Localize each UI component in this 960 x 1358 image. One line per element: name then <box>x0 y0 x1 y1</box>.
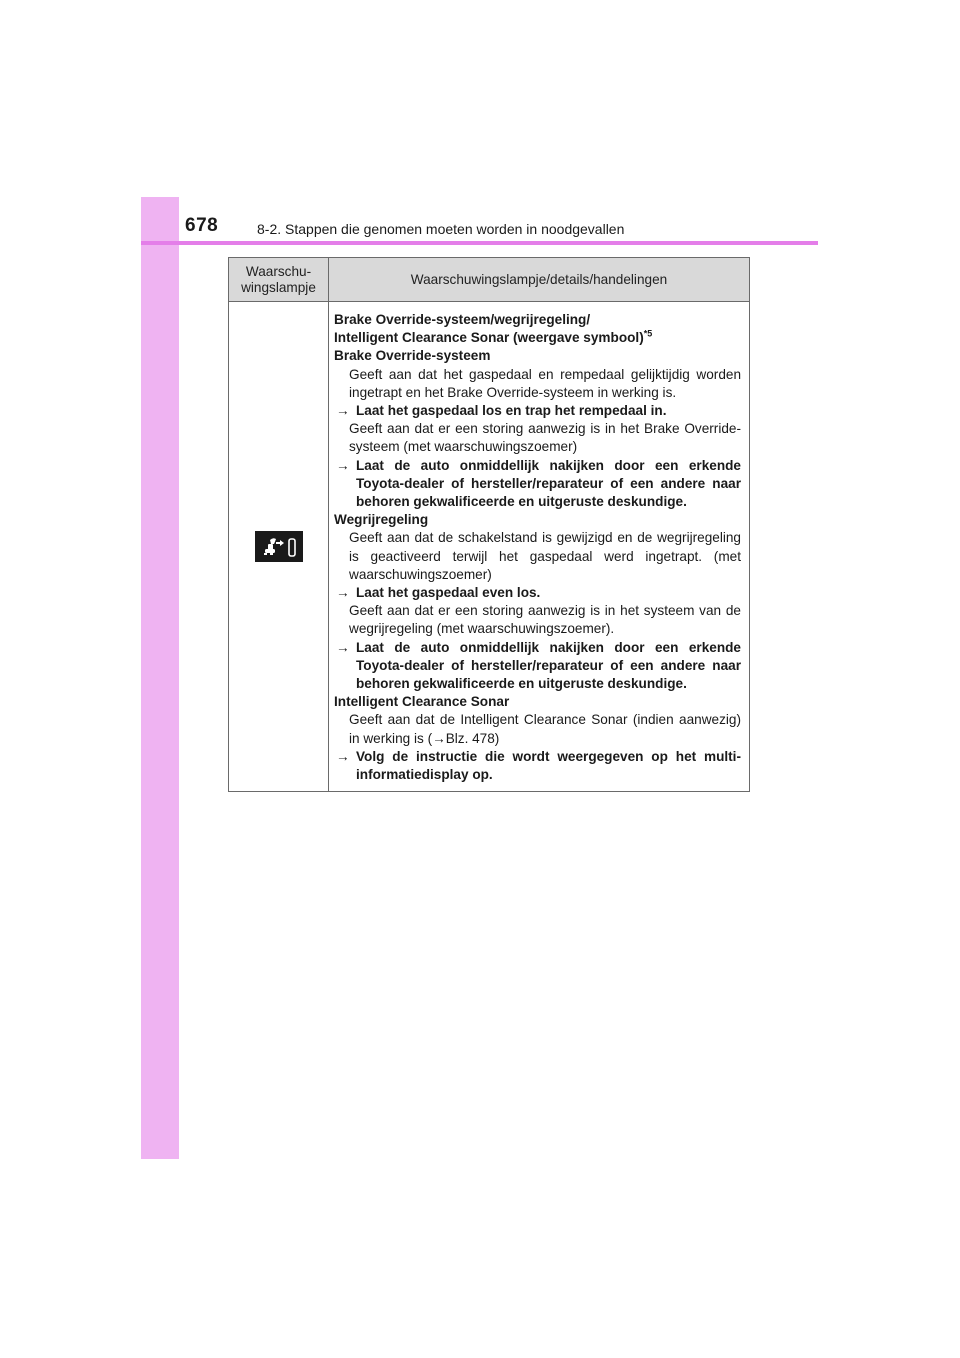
header-rule <box>141 241 818 245</box>
description-text: Geeft aan dat de Intelligent Clearance Sonar (indien aanwezig) in werking is (→Blz. 478) <box>349 712 741 746</box>
arrow-icon: → <box>336 748 350 764</box>
action-item: → Volg de instructie die wordt weergegeven op het multi-informatiedisplay op. <box>334 748 741 784</box>
action-item: → Laat de auto onmiddellijk nakijken door een erkende Toyota-dealer of hersteller/reparateur of een andere naar behoren gekwalificeerde en uitgeruste deskundige. <box>334 639 741 694</box>
chapter-side-tab <box>141 197 179 1159</box>
table-row <box>229 302 750 792</box>
row-title-line2: Intelligent Clearance Sonar (weergave symbool)$^{*5}$ <box>334 328 653 346</box>
footnote-marker: *5 <box>643 328 653 339</box>
section-title: 8-2. Stappen die genomen moeten worden in noodgevallen <box>257 221 625 237</box>
arrow-icon: → <box>336 585 350 601</box>
row-title-line1: Brake Override-systeem/wegrijregeling/ <box>334 312 591 327</box>
description-cell <box>329 302 750 792</box>
action-item: → Laat het gaspedaal even los. <box>334 584 741 602</box>
table-header-row <box>229 258 750 302</box>
section-heading: Intelligent Clearance Sonar <box>334 694 510 710</box>
section-heading: Wegrijregeling <box>334 512 429 528</box>
lamp-cell <box>229 302 329 792</box>
warning-lamp-table <box>228 257 750 792</box>
arrow-icon: → <box>336 403 350 419</box>
description-text: Geeft aan dat het gaspedaal en rempedaal gelijktijdig worden ingetrapt en het Brake Override-systeem in werking is. <box>349 366 741 400</box>
description-text: Geeft aan dat er een storing aanwezig is in het Brake Override-systeem (met waarschuwingszoemer) <box>349 421 741 455</box>
column-header-details: Waarschuwingslampje/details/handelingen <box>329 258 750 302</box>
description-text: Geeft aan dat de schakelstand is gewijzigd en de wegrijregeling is geactiveerd terwijl het gaspedaal werd ingetrapt. (met waarschuwingszoemer) <box>349 530 741 582</box>
action-item: → Laat het gaspedaal los en trap het rempedaal in. <box>334 402 741 420</box>
section-heading: Brake Override-systeem <box>334 348 491 364</box>
arrow-icon: → <box>336 639 350 655</box>
column-header-lamp: Waarschu- wingslampje <box>229 258 329 302</box>
action-item: → Laat de auto onmiddellijk nakijken door een erkende Toyota-dealer of hersteller/reparateur of een andere naar behoren gekwalificeerde en uitgeruste deskundige. <box>334 457 741 512</box>
page-number: 678 <box>185 215 219 236</box>
arrow-icon: → <box>336 457 350 473</box>
brake-override-warning-icon <box>255 531 303 562</box>
description-text: Geeft aan dat er een storing aanwezig is in het systeem van de wegrijregeling (met waarschuwingszoemer). <box>349 603 741 637</box>
